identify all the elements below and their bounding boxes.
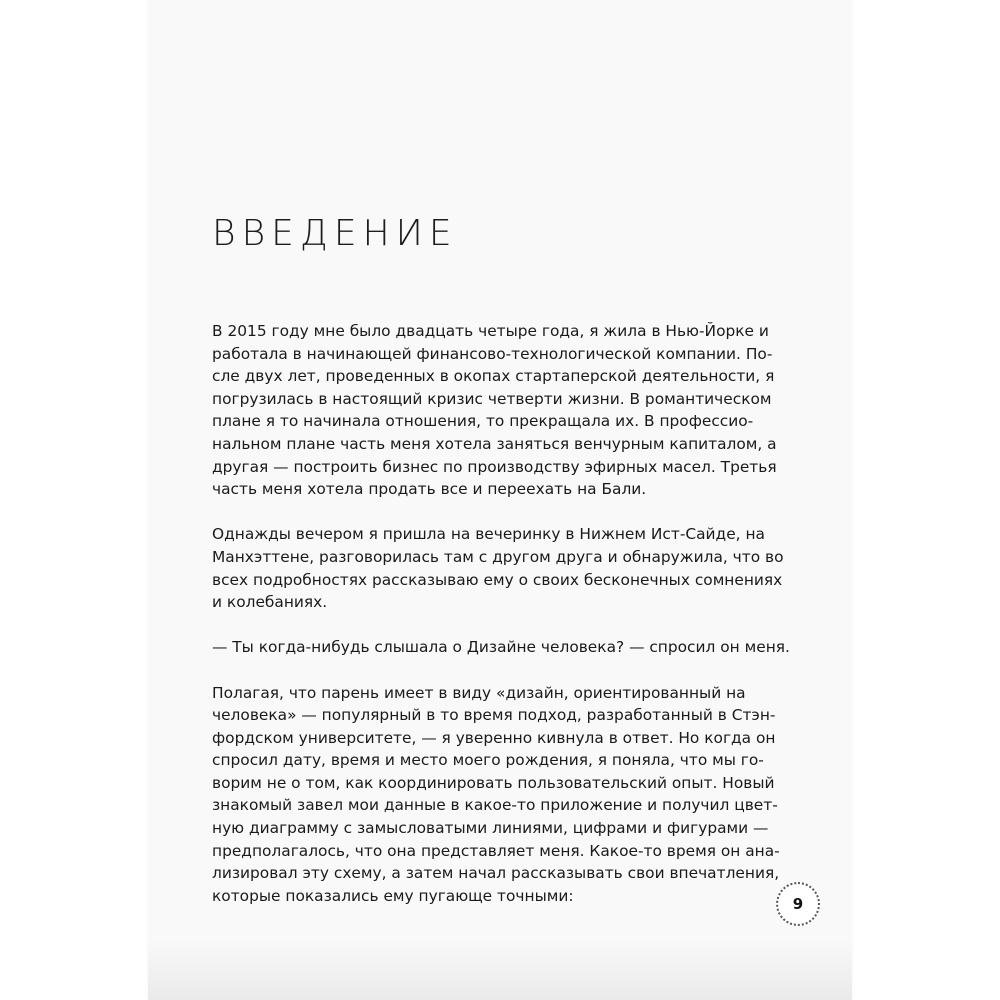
text-line: фордском университете, — я уверенно кивнула в ответ. Но когда он bbox=[212, 728, 776, 747]
text-line: Однажды вечером я пришла на вечеринку в Нижнем Ист-Сайде, на bbox=[212, 525, 765, 544]
text-line: работала в начинающей финансово-технологической компании. По- bbox=[212, 344, 773, 363]
text-line: часть меня хотела продать все и переехать на Бали. bbox=[212, 480, 647, 499]
text-line: всех подробностях рассказываю ему о своих бесконечных сомнениях bbox=[212, 570, 783, 589]
page-edge-shadow bbox=[148, 940, 852, 1000]
paragraph-4 bbox=[212, 682, 780, 908]
text-line: плане я то начинала отношения, то прекращала их. В профессио- bbox=[212, 412, 754, 431]
text-line: В 2015 году мне было двадцать четыре года, я жила в Нью-Йорке и bbox=[212, 322, 769, 340]
paragraph-1 bbox=[212, 320, 777, 501]
chapter-title: ВВЕДЕНИЕ bbox=[212, 213, 458, 254]
text-line: нальном плане часть меня хотела заняться венчурным капиталом, а bbox=[212, 434, 777, 453]
text-line: Манхэттене, разговорилась там с другом друга и обнаружила, что во bbox=[212, 547, 784, 566]
text-line: лизировал эту схему, а затем начал рассказывать свои впечатления, bbox=[212, 864, 780, 883]
page-number-badge bbox=[776, 882, 820, 926]
body-text bbox=[212, 320, 790, 930]
page-number: 9 bbox=[792, 895, 804, 913]
text-line: Полагая, что парень имеет в виду «дизайн, ориентированный на bbox=[212, 683, 746, 702]
text-line: которые показались ему пугающе точными: bbox=[212, 886, 574, 905]
book-page bbox=[148, 0, 852, 1000]
text-line: другая — построить бизнес по производству эфирных масел. Третья bbox=[212, 457, 777, 476]
text-line: знакомый завел мои данные в какое-то приложение и получил цвет- bbox=[212, 796, 778, 815]
text-line: человека» — популярный в то время подход, разработанный в Стэн- bbox=[212, 706, 776, 725]
text-line: — Ты когда-нибудь слышала о Дизайне человека? — спросил он меня. bbox=[212, 638, 790, 657]
paragraph-3-dialogue bbox=[212, 636, 790, 659]
text-line: ворим не о том, как координировать пользовательский опыт. Новый bbox=[212, 773, 775, 792]
text-line: сле двух лет, проведенных в окопах стартаперской деятельности, я bbox=[212, 367, 775, 386]
paragraph-2 bbox=[212, 523, 784, 613]
text-line: ную диаграмму с замысловатыми линиями, цифрами и фигурами — bbox=[212, 819, 769, 838]
text-line: предполагалось, что она представляет меня. Какое-то время он ана- bbox=[212, 841, 780, 860]
text-line: погрузилась в настоящий кризис четверти жизни. В романтическом bbox=[212, 389, 772, 408]
text-line: спросил дату, время и место моего рождения, я поняла, что мы го- bbox=[212, 751, 764, 770]
text-line: и колебаниях. bbox=[212, 593, 328, 612]
